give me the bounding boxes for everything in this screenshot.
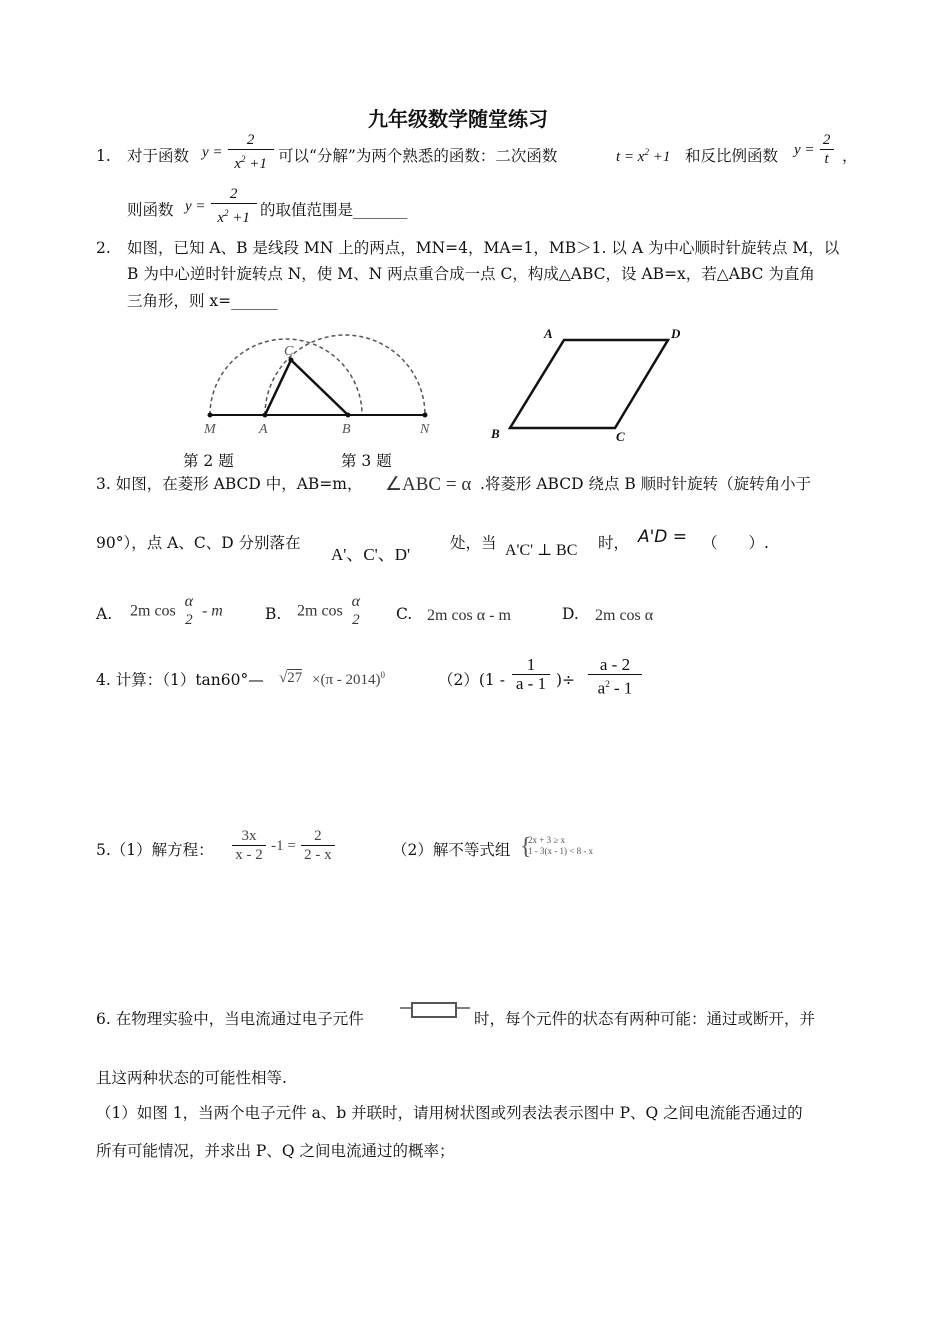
q4-part-2: （2）(1 - — [438, 671, 505, 689]
q5-equation: $\frac{3x}{x - 2}$ -1 = $\frac{2}{2 - x}$ — [232, 827, 335, 864]
figure-q2-semicircles — [190, 325, 450, 445]
label-d: D — [671, 326, 681, 341]
label-a: A — [259, 422, 268, 437]
q3-line-1b: .将菱形 ABCD 绕点 B 顺时针旋转（旋转角小于 — [480, 475, 812, 493]
q4-divide: )÷ — [556, 671, 576, 689]
q6-line-2: 且这两种状态的可能性相等. — [96, 1069, 287, 1087]
q4-sqrt: √27 — [279, 670, 303, 686]
label-b: B — [491, 426, 500, 441]
brace-icon: { — [520, 834, 532, 860]
q3-line-2a: 90°），点 A、C、D 分别落在 — [96, 534, 301, 552]
q4-fraction-2: $\frac{a - 2}{a^2 - 1}$ — [588, 656, 642, 698]
q5-part-2: （2）解不等式组 — [392, 841, 511, 859]
q4-fraction-1: $\frac{1}{a - 1}$ — [512, 656, 550, 693]
q1-range-text: 的取值范围是_______ — [260, 201, 408, 219]
label-c: C — [616, 429, 625, 444]
point-m — [208, 413, 213, 418]
label-a: A — [544, 326, 553, 341]
q3-option-a: 2m cos α 2 - m — [130, 593, 223, 628]
q3-option-c: 2m cos α - m — [427, 607, 511, 624]
q3-line-2b: 处，当 — [450, 534, 497, 552]
q1-text-2: 可以“分解”为两个熟悉的函数：二次函数 — [278, 147, 558, 165]
q3-perp: A'C' ⊥ BC — [505, 542, 578, 559]
point-a — [263, 413, 268, 418]
page-title: 九年级数学随堂练习 — [368, 107, 548, 131]
q2-line-3: 三角形，则 x=______ — [127, 292, 278, 310]
q3-points: A'、C'、D' — [331, 545, 411, 564]
q3-line-1a: 3. 如图，在菱形 ABCD 中，AB=m， — [96, 475, 363, 493]
q1-comma: ， — [842, 147, 858, 165]
q2-number: 2. — [96, 239, 111, 257]
q3-paren: （ ）. — [702, 534, 769, 552]
q3-option-b-label: B. — [265, 605, 282, 623]
q1-inverse-formula: y = $\frac{2}{t}$ — [794, 131, 834, 168]
q2-line-2: B 为中心逆时针旋转点 N，使 M、N 两点重合成一点 C，构成△ABC，设 AB=x，若△ABC 为直角 — [127, 265, 815, 283]
q6-line-4: 所有可能情况，并求出 P、Q 之间电流通过的概率； — [96, 1142, 455, 1160]
electronic-component-icon — [400, 1002, 470, 1022]
q4-expr-b: ×(π - 2014)$^0$ — [312, 670, 386, 688]
q1-function-formula-2: y = $\frac{2}{x^2 +1}$ — [185, 185, 257, 227]
figure-q3-rhombus — [485, 322, 695, 447]
q1-quadratic-formula: $t = x^2 +1$ — [616, 147, 671, 165]
q5-part-1: 5.（1）解方程： — [96, 841, 214, 859]
q3-option-d-label: D. — [562, 605, 579, 623]
point-n — [423, 413, 428, 418]
q3-option-d: 2m cos α — [595, 607, 654, 624]
caption-q3: 第 3 题 — [341, 452, 392, 470]
q1-answer-blank: _______ — [353, 201, 408, 219]
q6-line-3: （1）如图 1，当两个电子元件 a、b 并联时，请用树状图或列表法表示图中 P、Q 之间电流能否通过的 — [96, 1104, 803, 1122]
point-b — [346, 413, 351, 418]
q2-line-1: 如图，已知 A、B 是线段 MN 上的两点，MN=4，MA=1，MB＞1. 以 A 为中心顺时针旋转点 M，以 — [127, 239, 840, 257]
segment-bc — [291, 360, 348, 415]
q3-option-c-label: C. — [396, 605, 413, 623]
sqrt-icon: √ — [279, 670, 288, 686]
label-c: C — [284, 344, 294, 359]
q6-line-1a: 6. 在物理实验中，当电流通过电子元件 — [96, 1010, 364, 1028]
label-b: B — [342, 422, 351, 437]
q1-text-1: 对于函数 — [127, 147, 190, 165]
q4-part-1: 4. 计算：（1）tan60°— — [96, 671, 264, 689]
q3-option-a-label: A. — [96, 605, 113, 623]
caption-q2: 第 2 题 — [183, 452, 234, 470]
q1-fraction: $\frac{2}{x^2 +1}$ — [228, 131, 274, 173]
q5-inequality-system: { 2x + 3 ≥ x 1 - 3(x - 1) < 8 - x — [520, 834, 594, 860]
q3-angle: ∠ABC = α — [385, 474, 472, 495]
q1-function-formula: y = $\frac{2}{x^2 +1}$ — [202, 131, 274, 173]
q1-number: 1. — [96, 147, 111, 165]
segment-ac — [265, 360, 291, 415]
q1-line2-text: 则函数 — [127, 201, 174, 219]
rhombus-abcd — [510, 340, 668, 428]
label-m: M — [204, 422, 216, 437]
q3-line-2c: 时， — [598, 534, 630, 552]
label-n: N — [420, 422, 430, 437]
q3-ad-expr: A'D = — [638, 527, 688, 547]
q1-text-3: 和反比例函数 — [685, 147, 779, 165]
q3-option-b: 2m cos α 2 — [297, 593, 361, 628]
q6-line-1b: 时，每个元件的状态有两种可能：通过或断开，并 — [474, 1010, 816, 1028]
